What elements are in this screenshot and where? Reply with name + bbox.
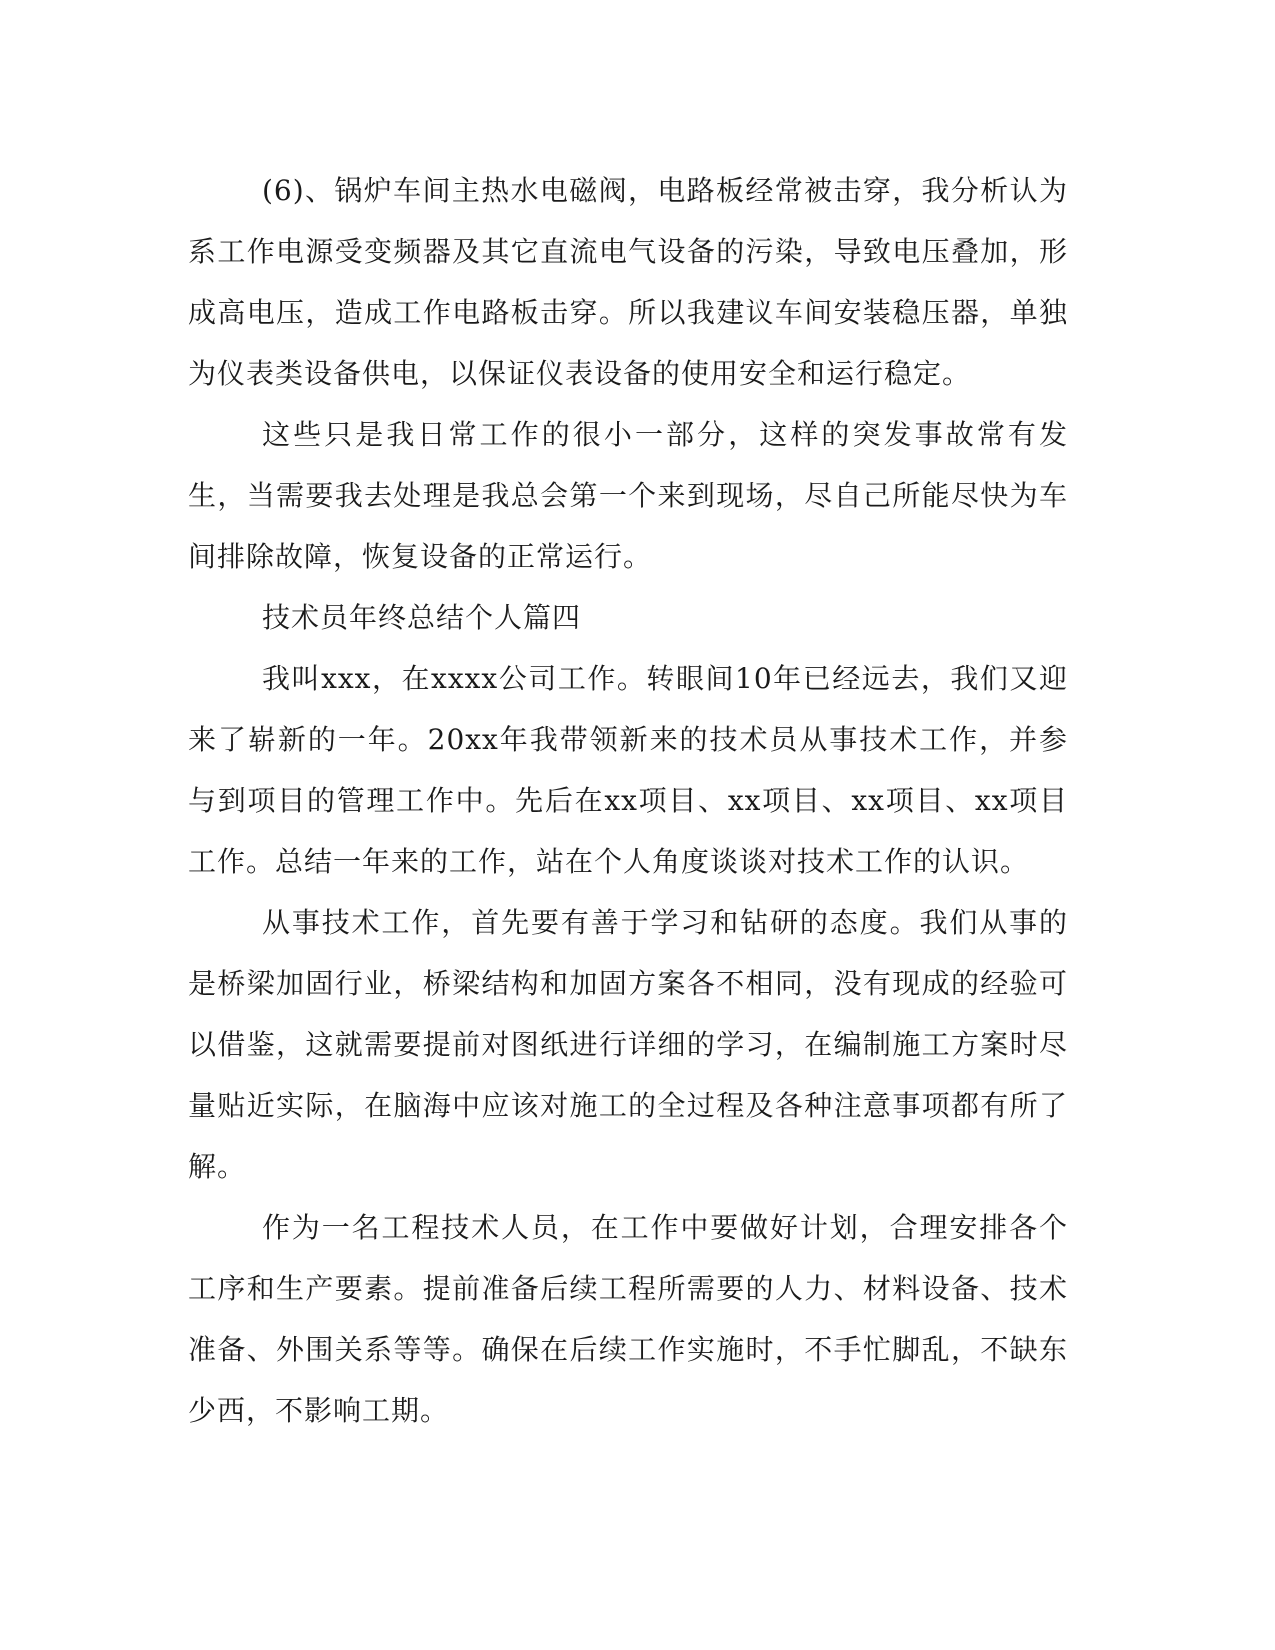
paragraph-planning: 作为一名工程技术人员，在工作中要做好计划，合理安排各个工序和生产要素。提前准备后续工程所需要的人力、材料设备、技术准备、外围关系等等。确保在后续工作实施时，不手忙脚乱，不缺东少西，不影响工期。 xyxy=(188,1211,1068,1427)
paragraph-introduction: 我叫xxx，在xxxx公司工作。转眼间10年已经远去，我们又迎来了崭新的一年。20xx年我带领新来的技术员从事技术工作，并参与到项目的管理工作中。先后在xx项目、xx项目、xx项目、xx项目工作。总结一年来的工作，站在个人角度谈谈对技术工作的认识。 xyxy=(188,662,1068,878)
section-heading: 技术员年终总结个人篇四 xyxy=(262,601,582,634)
paragraph-solenoid-valve: (6)、锅炉车间主热水电磁阀，电路板经常被击穿，我分析认为系工作电源受变频器及其它直流电气设备的污染，导致电压叠加，形成高电压，造成工作电路板击穿。所以我建议车间安装稳压器，单独为仪表类设备供电，以保证仪表设备的使用安全和运行稳定。 xyxy=(188,174,1068,390)
paragraph-daily-work: 这些只是我日常工作的很小一部分，这样的突发事故常有发生，当需要我去处理是我总会第一个来到现场，尽自己所能尽快为车间排除故障，恢复设备的正常运行。 xyxy=(188,418,1068,573)
paragraph-learning-attitude: 从事技术工作，首先要有善于学习和钻研的态度。我们从事的是桥梁加固行业，桥梁结构和加固方案各不相同，没有现成的经验可以借鉴，这就需要提前对图纸进行详细的学习，在编制施工方案时尽量贴近实际，在脑海中应该对施工的全过程及各种注意事项都有所了解。 xyxy=(188,906,1068,1183)
document-body xyxy=(188,160,1068,1441)
